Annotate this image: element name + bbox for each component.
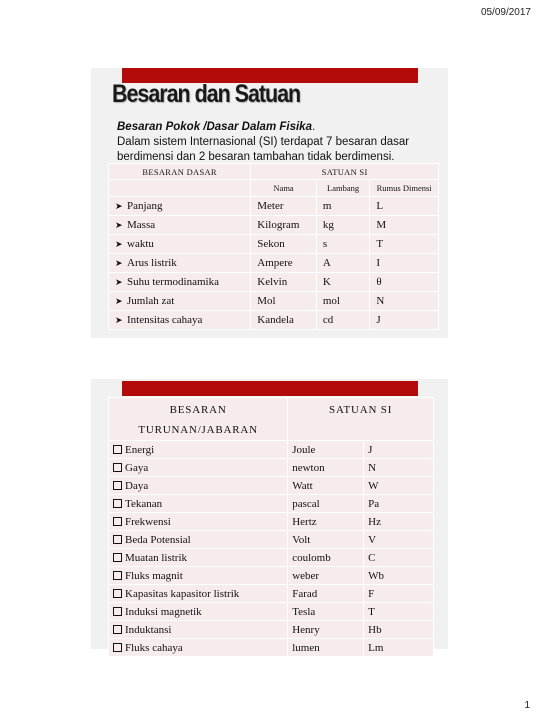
checkbox-bullet-icon bbox=[113, 625, 122, 634]
besaran-label: Fluks cahaya bbox=[125, 641, 183, 654]
besaran-cell bbox=[109, 639, 288, 657]
subheader-nama: Nama bbox=[251, 180, 317, 197]
table-row bbox=[109, 567, 434, 585]
table-row bbox=[109, 585, 434, 603]
arrowhead-bullet-icon: ➤ bbox=[115, 220, 123, 230]
besaran-cell bbox=[109, 235, 251, 254]
lambang-cell: K bbox=[316, 273, 369, 292]
besaran-cell bbox=[109, 197, 251, 216]
besaran-label: Gaya bbox=[125, 461, 149, 474]
checkbox-bullet-icon bbox=[113, 607, 122, 616]
nama-cell: weber bbox=[288, 567, 364, 585]
arrowhead-bullet-icon: ➤ bbox=[115, 296, 123, 306]
lambang-cell: N bbox=[364, 459, 434, 477]
table-header-row bbox=[109, 164, 439, 180]
besaran-label: Massa bbox=[127, 219, 156, 231]
besaran-cell bbox=[109, 459, 288, 477]
besaran-label: Suhu termodinamika bbox=[127, 276, 219, 288]
header-satuan-si: SATUAN SI bbox=[288, 398, 434, 441]
besaran-cell bbox=[109, 495, 288, 513]
besaran-label: Daya bbox=[125, 479, 149, 492]
accent-bar bbox=[122, 381, 418, 396]
table-row bbox=[109, 311, 439, 330]
arrowhead-bullet-icon: ➤ bbox=[115, 239, 123, 249]
table-row bbox=[109, 549, 434, 567]
table-row bbox=[109, 197, 439, 216]
besaran-label: Tekanan bbox=[125, 497, 163, 510]
table-row bbox=[109, 531, 434, 549]
dimensi-cell: I bbox=[370, 254, 439, 273]
besaran-cell bbox=[109, 441, 288, 459]
besaran-cell bbox=[109, 273, 251, 292]
table-row bbox=[109, 459, 434, 477]
lambang-cell: Hb bbox=[364, 621, 434, 639]
besaran-label: Energi bbox=[125, 443, 155, 456]
besaran-label: Muatan listrik bbox=[125, 551, 188, 564]
besaran-turunan-table bbox=[108, 397, 434, 657]
arrowhead-bullet-icon: ➤ bbox=[115, 315, 123, 325]
lambang-cell: Lm bbox=[364, 639, 434, 657]
table-row bbox=[109, 441, 434, 459]
header-satuan-si: SATUAN SI bbox=[251, 164, 439, 180]
slide-intro bbox=[117, 120, 437, 165]
header-besaran-dasar: BESARAN DASAR bbox=[109, 164, 251, 180]
besaran-cell bbox=[109, 292, 251, 311]
besaran-dasar-table bbox=[108, 163, 439, 330]
besaran-label: Arus listrik bbox=[127, 257, 177, 269]
dimensi-cell: J bbox=[370, 311, 439, 330]
checkbox-bullet-icon bbox=[113, 481, 122, 490]
besaran-cell bbox=[109, 531, 288, 549]
table-row bbox=[109, 621, 434, 639]
nama-cell: Meter bbox=[251, 197, 317, 216]
besaran-label: Frekwensi bbox=[125, 515, 171, 528]
table-row bbox=[109, 639, 434, 657]
nama-cell: Mol bbox=[251, 292, 317, 311]
intro-emphasis-end: . bbox=[311, 121, 316, 133]
nama-cell: Kandela bbox=[251, 311, 317, 330]
table-row bbox=[109, 216, 439, 235]
checkbox-bullet-icon bbox=[113, 643, 122, 652]
table-row bbox=[109, 292, 439, 311]
besaran-cell bbox=[109, 567, 288, 585]
nama-cell: Sekon bbox=[251, 235, 317, 254]
dimensi-cell: L bbox=[370, 197, 439, 216]
dimensi-cell: N bbox=[370, 292, 439, 311]
besaran-cell bbox=[109, 216, 251, 235]
lambang-cell: Hz bbox=[364, 513, 434, 531]
nama-cell: Watt bbox=[288, 477, 364, 495]
besaran-label: Panjang bbox=[127, 200, 163, 212]
subheader-empty bbox=[109, 180, 251, 197]
table-row bbox=[109, 513, 434, 531]
lambang-cell: W bbox=[364, 477, 434, 495]
nama-cell: Joule bbox=[288, 441, 364, 459]
arrowhead-bullet-icon: ➤ bbox=[115, 277, 123, 287]
table-row bbox=[109, 235, 439, 254]
checkbox-bullet-icon bbox=[113, 589, 122, 598]
nama-cell: Henry bbox=[288, 621, 364, 639]
dimensi-cell: T bbox=[370, 235, 439, 254]
nama-cell: Kilogram bbox=[251, 216, 317, 235]
slide-2 bbox=[91, 379, 448, 654]
nama-cell: Tesla bbox=[288, 603, 364, 621]
nama-cell: lumen bbox=[288, 639, 364, 657]
lambang-cell: F bbox=[364, 585, 434, 603]
lambang-cell: J bbox=[364, 441, 434, 459]
nama-cell: Kelvin bbox=[251, 273, 317, 292]
lambang-cell: V bbox=[364, 531, 434, 549]
header-date: 05/09/2017 bbox=[480, 7, 531, 18]
besaran-label: Fluks magnit bbox=[125, 569, 183, 582]
besaran-label: Jumlah zat bbox=[127, 295, 175, 307]
checkbox-bullet-icon bbox=[113, 445, 122, 454]
checkbox-bullet-icon bbox=[113, 571, 122, 580]
besaran-cell bbox=[109, 621, 288, 639]
besaran-label: Induksi magnetik bbox=[125, 605, 202, 618]
checkbox-bullet-icon bbox=[113, 517, 122, 526]
lambang-cell: mol bbox=[316, 292, 369, 311]
lambang-cell: Pa bbox=[364, 495, 434, 513]
besaran-cell bbox=[109, 603, 288, 621]
checkbox-bullet-icon bbox=[113, 499, 122, 508]
besaran-label: Beda Potensial bbox=[125, 533, 191, 546]
lambang-cell: cd bbox=[316, 311, 369, 330]
besaran-label: waktu bbox=[127, 238, 154, 250]
lambang-cell: s bbox=[316, 235, 369, 254]
lambang-cell: kg bbox=[316, 216, 369, 235]
table-row bbox=[109, 273, 439, 292]
besaran-cell bbox=[109, 477, 288, 495]
nama-cell: Hertz bbox=[288, 513, 364, 531]
checkbox-bullet-icon bbox=[113, 535, 122, 544]
table-subheader-row bbox=[109, 180, 439, 197]
nama-cell: Ampere bbox=[251, 254, 317, 273]
besaran-cell bbox=[109, 549, 288, 567]
intro-text: Dalam sistem Internasional (SI) terdapat 7 besaran dasar berdimensi dan 2 besaran tambahan tidak berdimensi. bbox=[117, 136, 410, 163]
nama-cell: Farad bbox=[288, 585, 364, 603]
table-header-row bbox=[109, 398, 434, 441]
dimensi-cell: θ bbox=[370, 273, 439, 292]
nama-cell: coulomb bbox=[288, 549, 364, 567]
intro-emphasis: Besaran Pokok /Dasar Dalam Fisika bbox=[117, 121, 312, 133]
subheader-rumus-dimensi: Rumus Dimensi bbox=[370, 180, 439, 197]
dimensi-cell: M bbox=[370, 216, 439, 235]
subheader-lambang: Lambang bbox=[316, 180, 369, 197]
nama-cell: newton bbox=[288, 459, 364, 477]
arrowhead-bullet-icon: ➤ bbox=[115, 258, 123, 268]
checkbox-bullet-icon bbox=[113, 553, 122, 562]
besaran-cell bbox=[109, 513, 288, 531]
table-row bbox=[109, 495, 434, 513]
besaran-label: Kapasitas kapasitor listrik bbox=[125, 587, 240, 600]
besaran-cell bbox=[109, 254, 251, 273]
besaran-cell bbox=[109, 585, 288, 603]
table-row bbox=[109, 477, 434, 495]
nama-cell: Volt bbox=[288, 531, 364, 549]
checkbox-bullet-icon bbox=[113, 463, 122, 472]
lambang-cell: C bbox=[364, 549, 434, 567]
lambang-cell: A bbox=[316, 254, 369, 273]
slide-title: Besaran dan Satuan bbox=[112, 80, 301, 108]
page-number: 1 bbox=[524, 700, 530, 711]
besaran-cell bbox=[109, 311, 251, 330]
nama-cell: pascal bbox=[288, 495, 364, 513]
besaran-label: Intensitas cahaya bbox=[127, 314, 203, 326]
table-row bbox=[109, 254, 439, 273]
header-besaran-turunan: BESARAN TURUNAN/JABARAN bbox=[109, 398, 288, 441]
lambang-cell: m bbox=[316, 197, 369, 216]
besaran-label: Induktansi bbox=[125, 623, 172, 636]
arrowhead-bullet-icon: ➤ bbox=[115, 201, 123, 211]
lambang-cell: Wb bbox=[364, 567, 434, 585]
table-row bbox=[109, 603, 434, 621]
lambang-cell: T bbox=[364, 603, 434, 621]
slide-1 bbox=[91, 68, 448, 338]
